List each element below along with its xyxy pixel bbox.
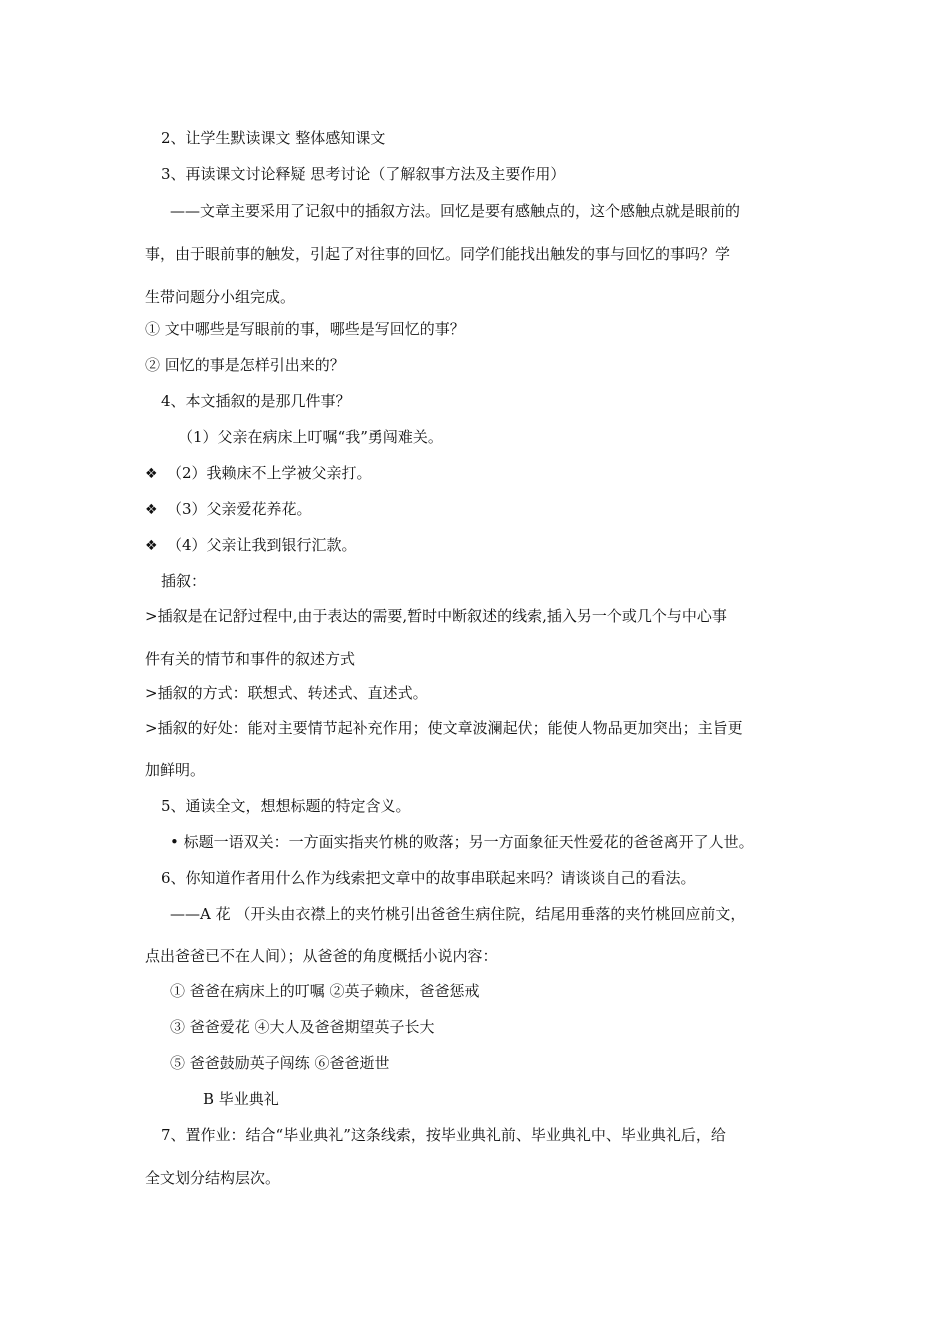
step-2: 2、让学生默读课文 整体感知课文 <box>161 129 386 147</box>
step-5: 5、通读全文，想想标题的特定含义。 <box>161 797 411 815</box>
step-6-list-3: ⑤ 爸爸鼓励英子闯练 ⑥爸爸逝世 <box>170 1054 390 1072</box>
step-6-a-line-1: ——A 花 （开头由衣襟上的夹竹桃引出爸爸生病住院，结尾用垂落的夹竹桃回应前文， <box>170 905 746 923</box>
step-6: 6、你知道作者用什么作为线索把文章中的故事串联起来吗？请谈谈自己的看法。 <box>161 869 696 887</box>
diamond-bullet-icon: ❖ <box>145 502 158 518</box>
step-6-list-2: ③ 爸爸爱花 ④大人及爸爸期望英子长大 <box>170 1018 435 1036</box>
step-4-item-4 <box>145 535 357 556</box>
step-6-list-1: ① 爸爸在病床上的叮嘱 ②英子赖床，爸爸惩戒 <box>170 982 480 1000</box>
step-4-item-2 <box>145 463 372 484</box>
step-4: 4、本文插叙的是那几件事？ <box>161 392 351 410</box>
step-4-item-4-text: （4）父亲让我到银行汇款。 <box>167 536 357 554</box>
step-5-point: • 标题一语双关：一方面实指夹竹桃的败落；另一方面象征天性爱花的爸爸离开了人世。 <box>170 833 754 851</box>
insert-ways: >插叙的方式：联想式、转述式、直述式。 <box>145 684 428 702</box>
step-4-item-1: （1）父亲在病床上叮嘱“我”勇闯难关。 <box>178 428 443 446</box>
insert-benefits-line-1: >插叙的好处：能对主要情节起补充作用；使文章波澜起伏；能使人物品更加突出；主旨更 <box>145 719 743 737</box>
step-7-line-2: 全文划分结构层次。 <box>145 1169 281 1187</box>
insert-definition-line-1: >插叙是在记舒过程中,由于表达的需要,暂时中断叙述的线索,插入另一个或几个与中心事 <box>145 607 727 625</box>
step-4-item-2-text: （2）我赖床不上学被父亲打。 <box>167 464 372 482</box>
insert-benefits-line-2: 加鲜明。 <box>145 761 206 779</box>
diamond-bullet-icon: ❖ <box>145 538 158 554</box>
question-1: ① 文中哪些是写眼前的事，哪些是写回忆的事？ <box>145 320 465 338</box>
step-4-item-3-text: （3）父亲爱花养花。 <box>167 500 312 518</box>
step-6-b: B 毕业典礼 <box>203 1090 279 1108</box>
step-4-item-3 <box>145 499 312 520</box>
step-7-line-1: 7、置作业：结合“毕业典礼”这条线索，按毕业典礼前、毕业典礼中、毕业典礼后，给 <box>161 1126 726 1144</box>
step-3: 3、再读课文讨论释疑 思考讨论（了解叙事方法及主要作用） <box>161 165 566 183</box>
question-2: ② 回忆的事是怎样引出来的？ <box>145 356 345 374</box>
step-6-a-line-2: 点出爸爸已不在人间）；从爸爸的角度概括小说内容： <box>145 947 498 965</box>
insert-title: 插叙： <box>161 572 207 590</box>
step-3-paragraph-line-2: 事，由于眼前事的触发，引起了对往事的回忆。同学们能找出触发的事与回忆的事吗？学 <box>145 245 731 263</box>
step-3-paragraph-line-1: ——文章主要采用了记叙中的插叙方法。回忆是要有感触点的，这个感触点就是眼前的 <box>170 202 741 220</box>
insert-definition-line-2: 件有关的情节和事件的叙述方式 <box>145 650 356 668</box>
diamond-bullet-icon: ❖ <box>145 466 158 482</box>
step-3-paragraph-line-3: 生带问题分小组完成。 <box>145 288 296 306</box>
